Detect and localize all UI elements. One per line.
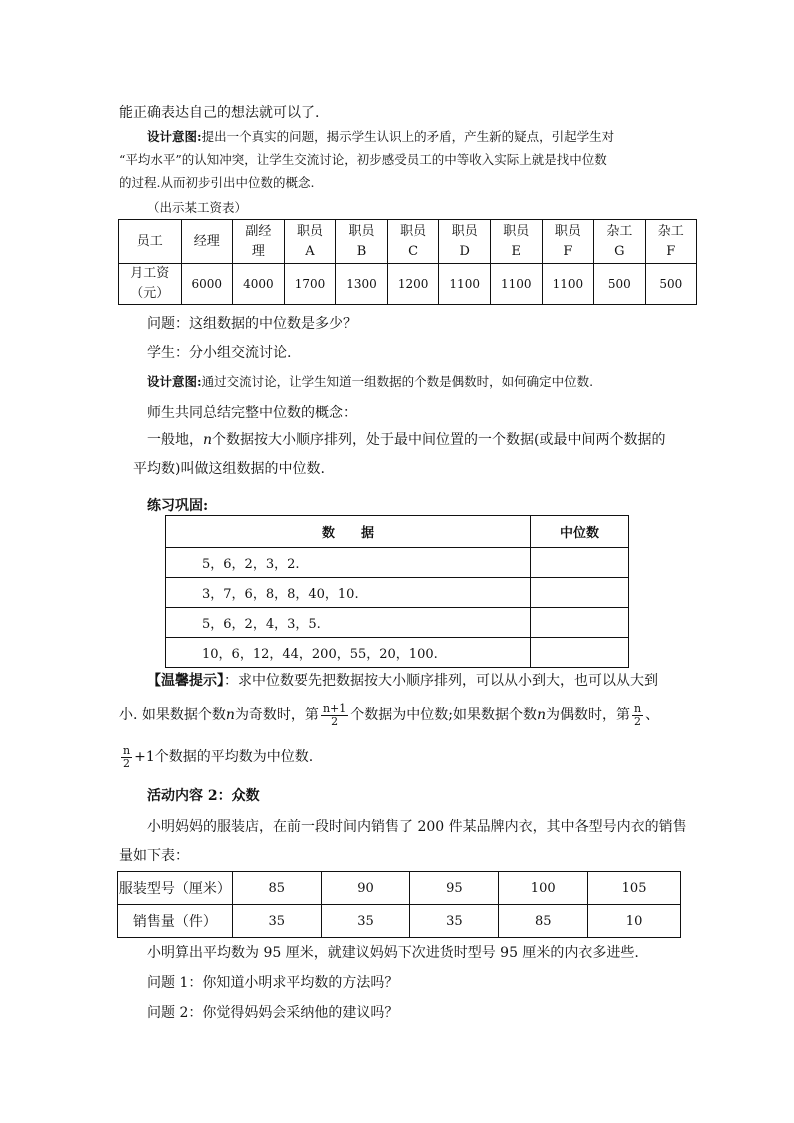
header-cell: 职员 C [387,220,439,264]
header-cell: 经理 [181,220,233,264]
design-intent-1-line3: 的过程.从而初步引出中位数的概念. [119,175,315,190]
header-cell: 副经 理 [233,220,285,264]
salary-table [118,219,697,305]
question-2: 问题 2：你觉得妈妈会采纳他的建议吗？ [147,1005,399,1021]
tip-text: +1个数据的平均数为中位数. [134,749,314,765]
design-intent-label: 设计意图: [147,129,202,144]
design-intent-1-line2: “平均水平”的认知冲突，让学生交流讨论，初步感受员工的中等收入实际上就是找中位数 [119,152,607,167]
fraction-n-over-2: $\frac{n}{2}$ [634,701,642,728]
paragraph-intro: 能正确表达自己的想法就可以了. [119,105,320,121]
median-answer-cell [531,578,629,608]
value-cell: 1700 [284,264,336,305]
variable-n: n [203,432,213,448]
header-cell: 职员 A [284,220,336,264]
story-line2: 量如下表： [119,848,189,864]
size-cell: 85 [232,872,321,905]
header-cell: 职员 D [439,220,491,264]
practice-row [166,548,629,578]
practice-data-cell: 5，6，2，4，3，5. [166,608,531,638]
tip-text: ：求中位数要先把数据按大小顺序排列，可以从小到大，也可以从大到 [224,673,658,689]
row-label-cell: 月工资 （元） [119,264,182,305]
design-intent-text: 提出一个真实的问题，揭示学生认识上的矛盾，产生新的疑点，引起学生对 [201,129,615,144]
practice-row [166,578,629,608]
practice-row [166,638,629,668]
tip-text: 小. 如果数据个数 [119,707,226,723]
tip-line2 [119,700,659,730]
tip-text: 、 [645,707,660,723]
practice-col-median: 中位数 [531,516,629,548]
median-answer-cell [531,548,629,578]
practice-table [165,515,629,668]
practice-data-cell: 5，6，2，3，2. [166,548,531,578]
sales-label-cell: 销售量（件） [118,905,233,938]
value-cell: 6000 [181,264,233,305]
header-cell: 职员 F [542,220,594,264]
tip-line1 [147,672,658,690]
table1-caption: （出示某工资表） [147,200,248,215]
header-cell: 杂工 F [645,220,696,264]
salary-header-row [119,220,697,264]
story-line1: 小明妈妈的服装店，在前一段时间内销售了 200 件某品牌内衣，其中各型号内衣的销售 [147,819,687,835]
header-cell: 职员 E [490,220,542,264]
sales-cell: 10 [588,905,681,938]
sales-cell: 85 [499,905,588,938]
tip-label: 【温馨提示】 [147,673,224,689]
tip-line3 [119,742,313,772]
median-answer-cell [531,638,629,668]
value-cell: 1100 [490,264,542,305]
sales-cell: 35 [410,905,499,938]
sales-cell: 35 [321,905,410,938]
size-label-cell: 服装型号（厘米） [118,872,233,905]
median-answer-cell [531,608,629,638]
value-cell: 1200 [387,264,439,305]
practice-row [166,608,629,638]
value-cell: 1100 [439,264,491,305]
header-cell: 员工 [119,220,182,264]
tip-text: 为偶数时，第 [546,707,630,723]
practice-title: 练习巩固: [147,498,209,514]
size-cell: 90 [321,872,410,905]
sales-table [117,871,681,938]
header-cell: 杂工 G [594,220,645,264]
size-cell: 95 [410,872,499,905]
tip-text: 个数据为中位数;如果数据个数 [350,707,537,723]
size-cell: 100 [499,872,588,905]
activity-2-title: 活动内容 2：众数 [147,788,260,804]
sales-cell: 35 [232,905,321,938]
size-row [118,872,681,905]
question-1: 问题 1：你知道小明求平均数的方法吗？ [147,975,399,991]
definition-text: 一般地， [147,432,203,448]
practice-col-data: 数 据 [166,516,531,548]
value-cell: 500 [645,264,696,305]
design-intent-2 [147,373,593,391]
mean-statement: 小明算出平均数为 95 厘米，就建议妈妈下次进货时型号 95 厘米的内衣多进些. [147,945,639,961]
salary-value-row [119,264,697,305]
value-cell: 4000 [233,264,285,305]
tip-text: 为奇数时，第 [234,707,319,723]
sales-row [118,905,681,938]
value-cell: 1300 [336,264,388,305]
fraction-n-over-2: $\frac{n}{2}$ [123,743,131,770]
practice-data-cell: 3，7，6，8，8，40，10. [166,578,531,608]
fraction-n-plus-1-over-2: $\frac{n+1}{2}$ [322,701,347,728]
design-intent-text: 通过交流讨论，让学生知道一组数据的个数是偶数时，如何确定中位数. [201,374,594,389]
variable-n: n [536,707,546,723]
definition-line1 [147,431,666,449]
practice-data-cell: 10，6，12，44，200，55，20，100. [166,638,531,668]
definition-text: 个数据按大小顺序排列，处于最中间位置的一个数据(或最中间两个数据的 [212,432,666,448]
value-cell: 1100 [542,264,594,305]
definition-line2: 平均数)叫做这组数据的中位数. [133,461,325,477]
practice-header-row [166,516,629,548]
variable-n: n [225,707,235,723]
summary-line: 师生共同总结完整中位数的概念： [147,405,357,421]
value-cell: 500 [594,264,645,305]
header-cell: 职员 B [336,220,388,264]
design-intent-1-line1 [147,128,614,146]
design-intent-label: 设计意图: [147,374,202,389]
size-cell: 105 [588,872,681,905]
student-line: 学生：分小组交流讨论. [147,345,292,361]
question-median: 问题：这组数据的中位数是多少？ [147,316,357,332]
